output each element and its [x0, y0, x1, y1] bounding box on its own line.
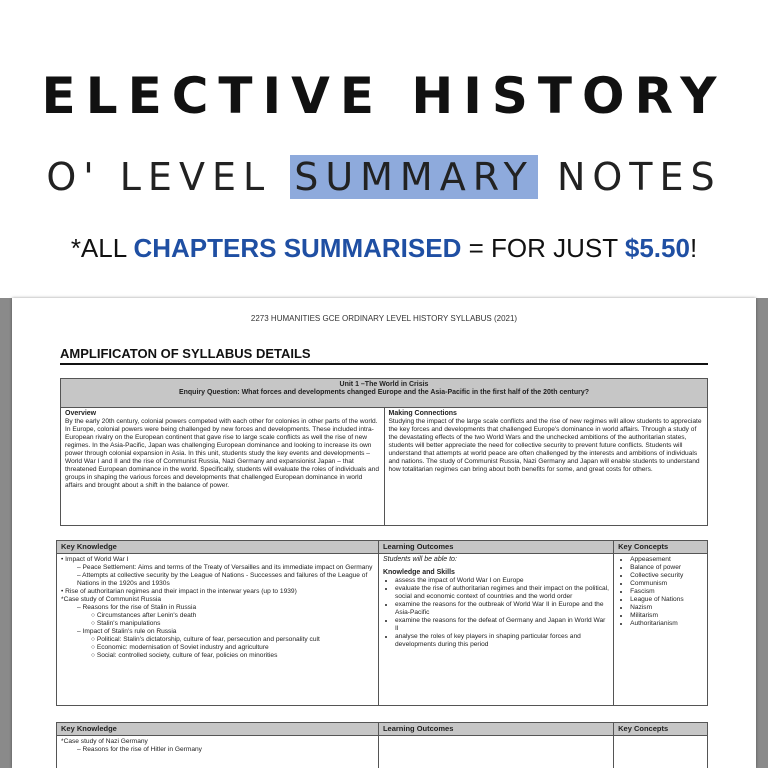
col-learning-outcomes: Learning Outcomes: [378, 541, 613, 554]
key-knowledge-list: [61, 556, 374, 660]
kc-item: • League of Nations: [630, 596, 703, 604]
subtitle-prefix: O' LEVEL: [46, 155, 291, 199]
learning-outcomes-cell-2: [378, 736, 613, 768]
kk2-item: – Reasons for the rise of Hitler in Germany: [77, 746, 202, 753]
col-key-knowledge: Key Knowledge: [57, 541, 379, 554]
key-concepts-cell: [614, 554, 708, 706]
kk-item: ○ Social: controlled society, culture of fear, policies on minorities: [91, 652, 278, 659]
lo-intro: Students will be able to:: [382, 556, 457, 563]
kk-item: ○ Circumstances after Lenin's death: [91, 612, 197, 619]
kk-item: ○ Economic: modernisation of Soviet industry and agriculture: [91, 644, 269, 651]
kc-item: • Communism: [630, 580, 703, 588]
col-learning-outcomes-2: Learning Outcomes: [378, 723, 613, 736]
enquiry-question: Enquiry Question: What forces and developments changed Europe and the Asia-Pacific in the first half of the 20th century?: [178, 389, 590, 396]
promo-chapters: CHAPTERS SUMMARISED: [133, 233, 462, 263]
kc-item: • Fascism: [630, 588, 703, 596]
section-title: AMPLIFICATON OF SYLLABUS DETAILS: [60, 346, 708, 365]
unit-title: Unit 1 –The World in Crisis: [339, 381, 429, 388]
kk-item: *Case study of Communist Russia: [61, 596, 162, 603]
connections-label: Making Connections: [388, 410, 457, 418]
col-key-concepts-2: Key Concepts: [614, 723, 708, 736]
kk2-item: *Case study of Nazi Germany: [61, 738, 148, 745]
kk-item: – Attempts at collective security by the League of Nations - Successes and failures of the League of Nations in the 1920s and 1930s: [77, 572, 368, 587]
lo-item: • assess the impact of World War I on Europe: [395, 577, 609, 585]
learning-outcomes-cell: [378, 554, 613, 706]
learning-outcomes-list: [383, 577, 609, 649]
lo-item: • analyse the roles of key players in shaping particular forces and developments during this period: [395, 633, 609, 649]
key-knowledge-table-2: [56, 722, 708, 768]
promo-prefix: *ALL: [70, 233, 134, 263]
kc-item: • Authoritarianism: [630, 620, 703, 628]
syllabus-page: [12, 298, 756, 768]
key-knowledge-cell-2: [57, 736, 379, 768]
kk-item: • Impact of World War I: [61, 556, 129, 563]
kk-item: ○ Political: Stalin's dictatorship, culture of fear, persecution and personality cult: [91, 636, 320, 643]
promo-price: $5.50: [624, 233, 690, 263]
key-knowledge-cell: [57, 554, 379, 706]
col-key-concepts: Key Concepts: [614, 541, 708, 554]
lo-heading: Knowledge and Skills: [382, 569, 455, 576]
connections-cell: [384, 408, 708, 526]
banner-title: ELECTIVE HISTORY: [41, 67, 727, 125]
kk-item: – Reasons for the rise of Stalin in Russia: [77, 604, 197, 611]
key-knowledge-table: [56, 540, 708, 706]
subtitle-suffix: NOTES: [537, 155, 722, 199]
kk-item: – Peace Settlement: Aims and terms of the Treaty of Versailles and its immediate impact on Germany: [77, 564, 373, 571]
key-knowledge-list-2: [61, 738, 374, 754]
kc-item: • Collective security: [630, 572, 703, 580]
promo-middle: = FOR JUST: [461, 233, 625, 263]
key-concepts-cell-2: [614, 736, 708, 768]
kc-item: • Balance of power: [630, 564, 703, 572]
kc-item: • Militarism: [630, 612, 703, 620]
promo-banner: [0, 0, 768, 300]
unit-heading-cell: [61, 379, 708, 408]
lo-item: • examine the reasons for the outbreak of World War II in Europe and the Asia-Pacific: [395, 601, 609, 617]
lo-item: • evaluate the rise of authoritarian regimes and their impact on the political, social and economic context of countries and the world order: [395, 585, 609, 601]
document-header: 2273 HUMANITIES GCE ORDINARY LEVEL HISTORY SYLLABUS (2021): [250, 314, 518, 323]
kk-item: – Impact of Stalin's rule on Russia: [77, 628, 177, 635]
kc-item: • Nazism: [630, 604, 703, 612]
kk-item: • Rise of authoritarian regimes and their impact in the interwar years (up to 1939): [61, 588, 297, 595]
lo-item: • examine the reasons for the defeat of Germany and Japan in World War II: [395, 617, 609, 633]
banner-subtitle: [0, 152, 768, 202]
col-key-knowledge-2: Key Knowledge: [57, 723, 379, 736]
connections-text: Studying the impact of the large scale conflicts and the rise of new regimes will allow students to appreciate the key forces and developments that challenged Europe's dominance in world affairs. Through a study of the devastating effects of the two World Wars and the unchecked ambitions of the authoritarian states, students will better appreciate the need for collective security to prevent future conflicts. Students will understand that attempts at world peace are often challenged by the interests and ambitions of individuals and nations. The study of Communist Russia, Nazi Germany and Japan will enable students to understand how totalitarian regimes can bring about both benefits for some, and great costs for others.: [388, 418, 702, 474]
kc-item: • Appeasement: [630, 556, 703, 564]
price-line: [0, 228, 768, 268]
overview-text: By the early 20th century, colonial powers competed with each other for colonies in other parts of the world. In Europe, colonial powers were being challenged by new forces and developments. These included intra-European rivalry on the European continent that gave rise to large scale conflicts as well the rise of new regimes. In the Asia-Pacific, Japan was challenging European dominance and looking to increase its own power through colonial expansion in Asia. In this unit, students study the key events and developments – World War I and II and the rise of Communist Russia, Nazi Germany and expansionist Japan – that threatened European dominance in the world. Specifically, students will evaluate the roles of individuals and groups in shaping the various forces and developments that challenged European dominance in world affairs and brought about a shift in the balance of power.: [65, 418, 380, 490]
unit-overview-table: [60, 378, 708, 526]
subtitle-highlight: SUMMARY: [290, 155, 538, 199]
overview-cell: [61, 408, 385, 526]
promo-end: !: [689, 233, 698, 263]
kk-item: ○ Stalin's manipulations: [91, 620, 161, 627]
overview-label: Overview: [65, 410, 97, 418]
key-concepts-list: [618, 556, 703, 628]
